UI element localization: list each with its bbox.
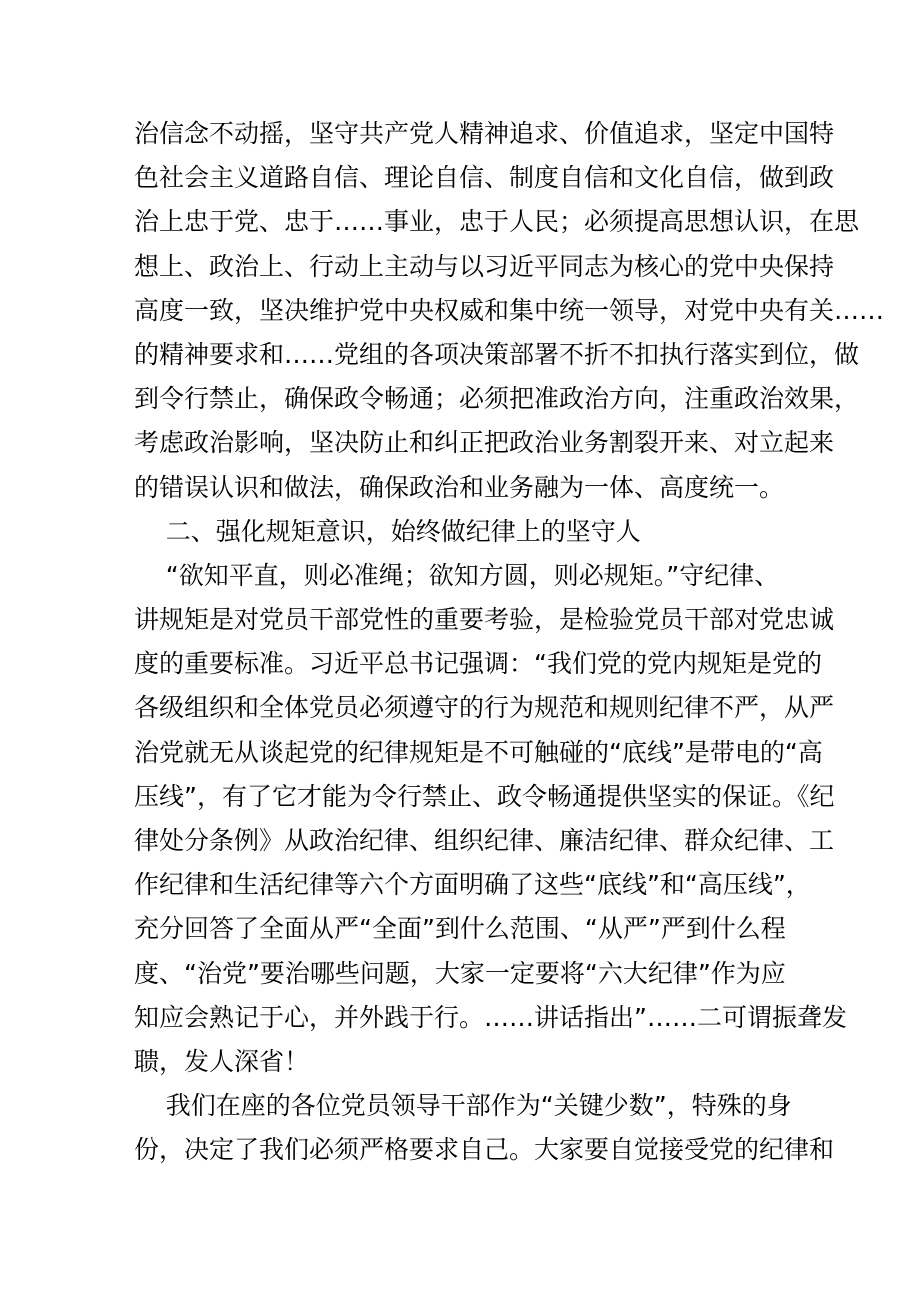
text-line: 律处分条例》从政治纪律、组织纪律、廉洁纪律、群众纪律、工 [134, 826, 835, 855]
text-line: 的错误认识和做法，确保政治和业务融为一体、高度统一。 [134, 472, 785, 502]
text-line: 压线”，有了它才能为令行禁止、政令畅通提供坚实的保证。《纪 [134, 781, 835, 811]
text-line: 充分回答了全面从严“全面”到什么范围、“从严”严到什么程 [134, 914, 786, 944]
text-line: 想上、政治上、行动上主动与以习近平同志为核心的党中央保持 [134, 251, 835, 281]
text-line: 高度一致，坚决维护党中央权威和集中统一领导，对党中央有关…… [134, 295, 885, 325]
text-line: 考虑政治影响，坚决防止和纠正把政治业务割裂开来、对立起来 [134, 428, 835, 458]
text-line: 度、“治党”要治哪些问题，大家一定要将“六大纪律”作为应 [134, 958, 786, 988]
text-line: 治信念不动摇，坚守共产党人精神追求、价值追求，坚定中国特 [134, 119, 835, 148]
text-line: 讲规矩是对党员干部党性的重要考验，是检验党员干部对党忠诚 [134, 605, 835, 635]
text-line: “欲知平直，则必准绳；欲知方圆，则必规矩。”守纪律、 [134, 560, 780, 590]
body-text [134, 112, 885, 1173]
section-heading: 二、强化规矩意识，始终做纪律上的坚守人 [134, 516, 641, 546]
text-line: 治党就无从谈起党的纪律规矩是不可触碰的“底线”是带电的“高 [134, 737, 823, 767]
text-line: 份，决定了我们必须严格要求自己。大家要自觉接受党的纪律和 [134, 1135, 835, 1165]
text-line: 治上忠于党、忠于……事业，忠于人民；必须提高思想认识，在思 [134, 207, 860, 237]
text-line: 的精神要求和……党组的各项决策部署不折不扣执行落实到位，做 [134, 339, 860, 369]
text-line: 聩，发人深省！ [134, 1046, 310, 1076]
text-line: 作纪律和生活纪律等六个方面明确了这些“底线”和“高压线”， [134, 870, 811, 900]
text-line: 知应会熟记于心，并外践于行。……讲话指出”……二可谓振聋发 [134, 1002, 847, 1032]
text-line: 到令行禁止，确保政令畅通；必须把准政治方向，注重政治效果， [134, 384, 860, 414]
text-line: 度的重要标准。习近平总书记强调：“我们党的党内规矩是党的 [134, 649, 822, 679]
text-line: 色社会主义道路自信、理论自信、制度自信和文化自信，做到政 [134, 163, 835, 193]
text-line: 我们在座的各位党员领导干部作为“关键少数”，特殊的身 [134, 1091, 792, 1121]
text-line: 各级组织和全体党员必须遵守的行为规范和规则纪律不严，从严 [134, 693, 835, 723]
